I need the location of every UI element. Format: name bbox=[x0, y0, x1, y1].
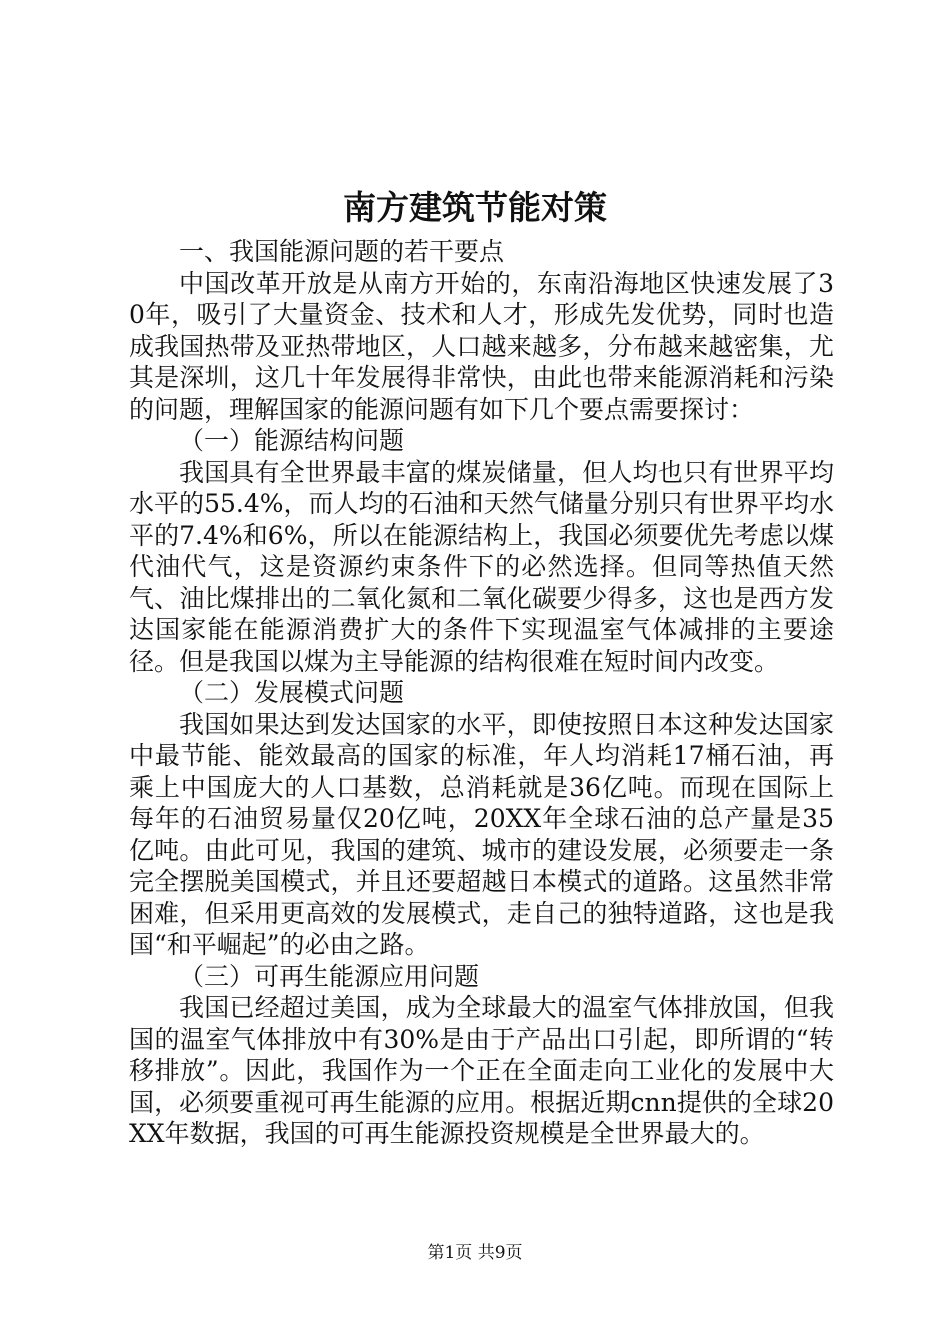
body-paragraph: 我国已经超过美国，成为全球最大的温室气体排放国，但我国的温室气体排放中有30%是由于产品出口引起，即所谓的“转移排放”。因此，我国作为一个正在全面走向工业化的发展中大国，必须要重视可再生能源的应用。根据近期cnn提供的全球20XX年数据，我国的可再生能源投资规模是全世界最大的。 bbox=[129, 993, 834, 1148]
subsection-heading: （三）可再生能源应用问题 bbox=[179, 961, 480, 991]
section-heading: 一、我国能源问题的若干要点 bbox=[179, 237, 505, 266]
document-title: 南方建筑节能对策 bbox=[343, 188, 607, 227]
subsection-heading: （二）发展模式问题 bbox=[179, 678, 405, 707]
body-paragraph: 我国具有全世界最丰富的煤炭储量，但人均也只有世界平均水平的55.4%，而人均的石油和天然气储量分别只有世界平均水平的7.4%和6%，所以在能源结构上，我国必须要优先考虑以煤代油代气，这是资源约束条件下的必然选择。但同等热值天然气、油比煤排出的二氧化氮和二氧化碳要少得多，这也是西方发达国家能在能源消费扩大的条件下实现温室气体减排的主要途径。但是我国以煤为主导能源的结构很难在短时间内改变。 bbox=[129, 457, 834, 676]
body-paragraph: 我国如果达到发达国家的水平，即使按照日本这种发达国家中最节能、能效最高的国家的标准，年人均消耗17桶石油，再乘上中国庞大的人口基数，总消耗就是36亿吨。而现在国际上每年的石油贸易量仅20亿吨，20XX年全球石油的总产量是35亿吨。由此可见，我国的建筑、城市的建设发展，必须要走一条完全摆脱美国模式，并且还要超越日本模式的道路。这虽然非常困难，但采用更高效的发展模式，走自己的独特道路，这也是我国“和平崛起”的必由之路。 bbox=[129, 709, 834, 959]
document-body bbox=[129, 236, 834, 1150]
subsection-heading: （一）能源结构问题 bbox=[179, 426, 405, 455]
page-footer: 第1页 共9页 bbox=[427, 1243, 523, 1263]
body-paragraph: 中国改革开放是从南方开始的，东南沿海地区快速发展了30年，吸引了大量资金、技术和人才，形成先发优势，同时也造成我国热带及亚热带地区，人口越来越多，分布越来越密集，尤其是深圳，这几十年发展得非常快，由此也带来能源消耗和污染的问题，理解国家的能源问题有如下几个要点需要探讨： bbox=[129, 268, 834, 424]
